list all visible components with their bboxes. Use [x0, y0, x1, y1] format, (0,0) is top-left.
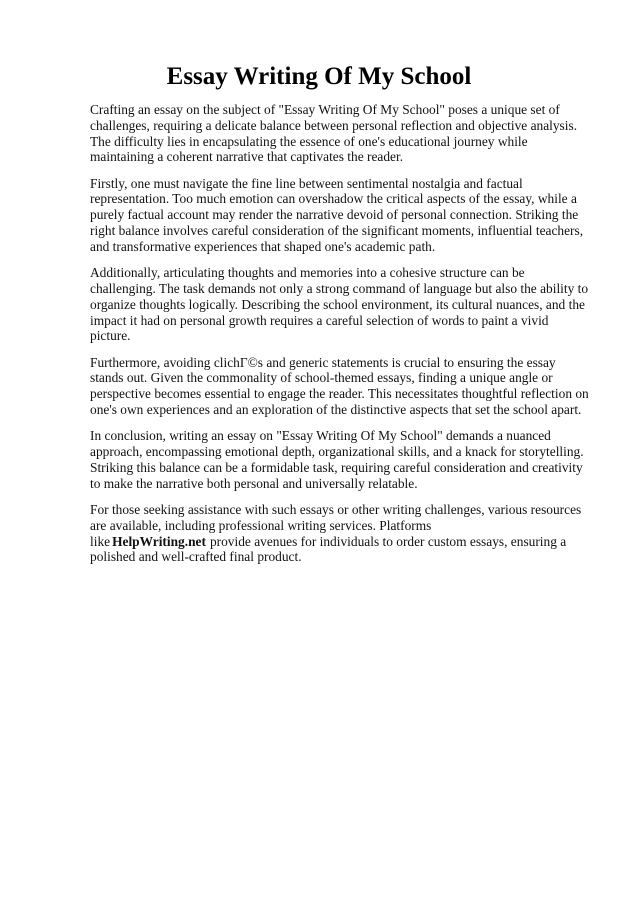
helpwriting-link[interactable]: HelpWriting.net	[112, 533, 206, 549]
closing-text-after: provide avenues for individuals to order custom essays, ensuring a polished and well-crafted final product.	[90, 533, 567, 565]
paragraph-furthermore: Furthermore, avoiding clichГ©s and generic statements is crucial to ensuring the essay stands out. Given the commonality of school-themed essays, finding a unique angle or perspective becomes essential to engage the reader. This necessitates thoughtful reflection on one's own experiences and an exploration of the distinctive aspects that set the school apart.	[90, 354, 589, 418]
closing-text-before: For those seeking assistance with such essays or other writing challenges, various resources are available, including professional writing services. Platforms like	[90, 502, 582, 549]
paragraph-additionally: Additionally, articulating thoughts and memories into a cohesive structure can be challenging. The task demands not only a strong command of language but also the ability to organize thoughts logically. Describing the school environment, its cultural nuances, and the impact it had on personal growth requires a careful selection of words to paint a vivid picture.	[90, 265, 589, 344]
document-title: Essay Writing Of My School	[166, 63, 472, 90]
paragraph-closing	[90, 502, 590, 565]
document-body	[90, 102, 590, 576]
paragraph-firstly: Firstly, one must navigate the fine line between sentimental nostalgia and factual representation. Too much emotion can overshadow the critical aspects of the essay, while a purely factual account may render the narrative devoid of personal connection. Striking the right balance involves careful consideration of the significant moments, influential teachers, and transformative experiences that shaped one's academic path.	[90, 175, 584, 254]
paragraph-intro: Crafting an essay on the subject of "Essay Writing Of My School" poses a unique set of challenges, requiring a delicate balance between personal reflection and objective analysis. The difficulty lies in encapsulating the essence of one's educational journey while maintaining a coherent narrative that captivates the reader.	[90, 102, 578, 165]
paragraph-conclusion: In conclusion, writing an essay on "Essay Writing Of My School" demands a nuanced approach, encompassing emotional depth, organizational skills, and a knack for storytelling. Striking this balance can be a formidable task, requiring careful consideration and creativity to make the narrative both personal and universally relatable.	[90, 428, 584, 491]
